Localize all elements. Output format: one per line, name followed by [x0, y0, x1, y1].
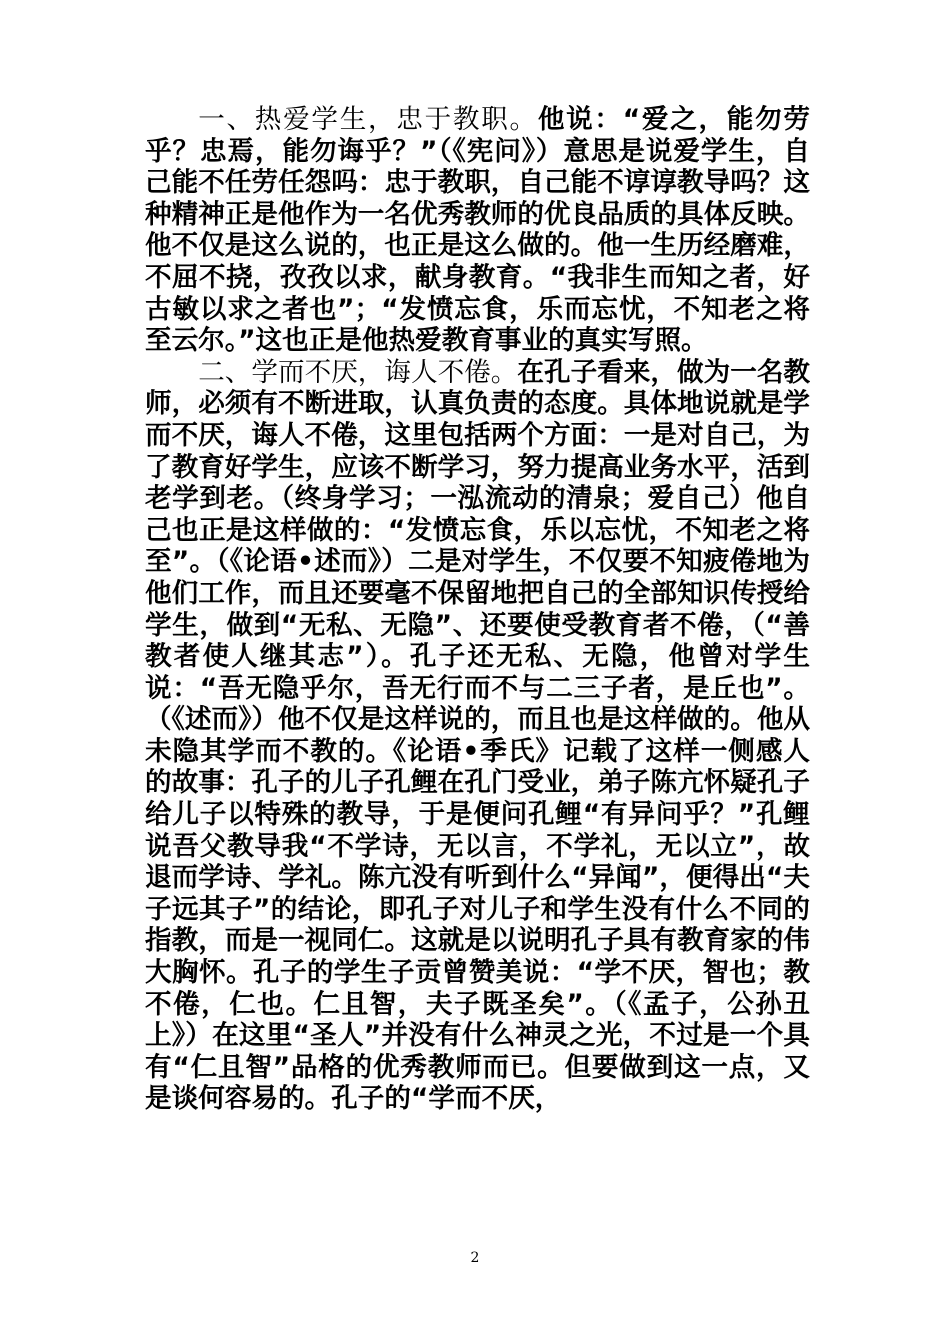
- paragraph-2: [145, 357, 810, 1115]
- paragraph-1: [145, 104, 810, 357]
- paragraph-2-body: 在孔子看来，做为一名教师，必须有不断进取，认真负责的态度。具体地说就是学而不厌，诲人不倦，这里包括两个方面：一是对自己，为了教育好学生，应该不断学习，努力提高业务水平，活到老学到老。（终身学习；一泓流动的清泉；爱自己）他自己也正是这样做的：“发愤忘食，乐以忘忧，不知老之将至”。（《论语•述而》）二是对学生，不仅要不知疲倦地为他们工作，而且还要毫不保留地把自己的全部知识传授给学生，做到“无私、无隐”、还要使受教育者不倦，（“善教者使人继其志”）。孔子还无私、无隐，他曾对学生说：“吾无隐乎尔，吾无行而不与二三子者，是丘也”。（《述而》）他不仅是这样说的，而且也是这样做的。他从未隐其学而不教的。《论语•季氏》记载了这样一侧感人的故事：孔子的儿子孔鲤在孔门受业，弟子陈亢怀疑孔子给儿子以特殊的教导，于是便问孔鲤“有异问乎？”孔鲤说吾父教导我“不学诗，无以言，不学礼，无以立”，故退而学诗、学礼。陈亢没有听到什么“异闻”，便得出“夫子远其子”的结论，即孔子对儿子和学生没有什么不同的指教，而是一视同仁。这就是以说明孔子具有教育家的伟大胸怀。孔子的学生子贡曾赞美说：“学不厌，智也；教不倦，仁也。仁且智，夫子既圣矣”。（《孟子，公孙丑上》）在这里“圣人”并没有什么神灵之光，不过是一个具有“仁且智”品格的优秀教师而已。但要做到这一点，又是谈何容易的。孔子的“学而不厌，: [145, 356, 811, 1115]
- body-text: [145, 104, 810, 1115]
- paragraph-2-heading: 二、学而不厌，诲人不倦。: [198, 356, 518, 388]
- paragraph-1-heading: 一、热爱学生，忠于教职。: [198, 104, 538, 135]
- paragraph-1-body: 他说：“爱之，能勿劳乎？忠焉，能勿诲乎？”（《宪问》）意思是说爱学生，自己能不任劳任怨吗：忠于教职，自己能不谆谆教导吗？这种精神正是他作为一名优秀教师的优良品质的具体反映。他不仅是这么说的，也正是这么做的。他一生历经磨难，不屈不挠，孜孜以求，献身教育。“我非生而知之者，好古敏以求之者也”；“发愤忘食，乐而忘忧，不知老之将至云尔。”这也正是他热爱教育事业的真实写照。: [145, 104, 811, 357]
- page-number: 2: [470, 1250, 480, 1266]
